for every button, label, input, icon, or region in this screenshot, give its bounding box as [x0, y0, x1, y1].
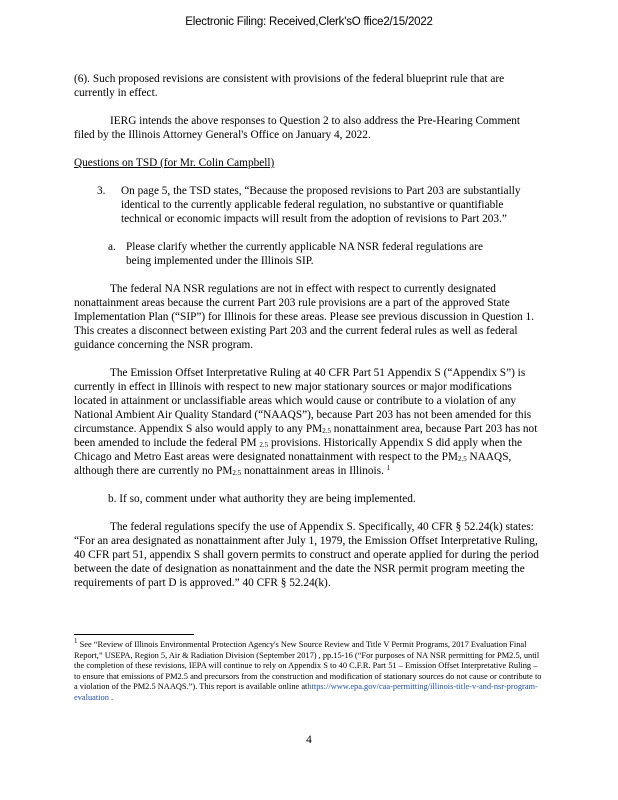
footnote-text: See “Review of Illinois Environmental Protection Agency's New Source Review and Title V Permit Programs, 2017 Evaluation Final Report,” USEPA, Region 5, Air & Radiation Division (September 2017) , pp.15-16 (“For purposes of NA NSR permitting for PM2.5, until the completion of these revisions, IEPA will continue to rely on Appendix S to 40 C.F.R. Part 51 – Emission Offset Interpretative Ruling – to ensure that emissions of PM2.5 and precursors from the construction and modification of stationary sources do not cause or contribute to a violation of the PM2.5 NAAQS.”). This report is available online at	[74, 640, 542, 692]
question-3-text: On page 5, the TSD states, “Because the proposed revisions to Part 203 are substantially identical to the currently applicable federal regulation, no substantive or quantifiable technical or economic impacts will result from the adoption of revisions to Part 203.”	[121, 185, 521, 225]
section-heading	[74, 156, 540, 170]
footnote-link[interactable]: https://www.epa.gov/caa-permitting/illinois-title-v-and-nsr-program-evaluation	[74, 682, 538, 702]
document-body	[74, 72, 540, 604]
answer-2-part-3: provisions. Historically Appendix S did apply when the Chicago and Metro East areas were designated nonattainment with respect to the PM	[74, 437, 522, 463]
footnote-mark: 1	[74, 637, 78, 645]
answer-2-part-4: NAAQS, although there are currently no PM	[74, 451, 512, 477]
filing-header: Electronic Filing: Received,Clerk'sO ffice2/15/2022	[185, 16, 433, 28]
answer-2-part-5: nonattainment areas in Illinois.	[241, 465, 387, 477]
question-3	[74, 184, 540, 226]
paragraph-ierg-intent: IERG intends the above responses to Question 2 to also address the Pre-Hearing Comment filed by the Illinois Attorney General's Office on January 4, 2022.	[74, 115, 521, 141]
page-number: 4	[306, 734, 312, 746]
question-3-number: 3.	[97, 185, 106, 197]
footnote-1	[74, 637, 544, 704]
answer-2-part-1: The Emission Offset Interpretative Ruling at 40 CFR Part 51 Appendix S (“Appendix S”) is currently in effect in Illinois with respect to new major stationary sources or major modifications located in attainment or unclassifiable areas which would cause or contribute to a violation of any National Ambient Air Quality Standard (“NAAQS”), because Part 203 has not been amended for this circumstance. Appendix S also would apply to any PM	[74, 367, 532, 435]
section-heading-text: Questions on TSD (for Mr. Colin Campbell)	[74, 157, 275, 169]
answer-paragraph-3: The federal regulations specify the use of Appendix S. Specifically, 40 CFR § 52.24(k) states: “For an area designated as nonattainment after July 1, 1979, the Emission Offset Interpretative Ruling, 40 CFR part 51, appendix S shall govern permits to construct and operate applied for during the period between the date of designation as nonattainment and the date the NSR permit program meeting the requirements of part D is approved.” 40 CFR § 52.24(k).	[74, 521, 539, 589]
footnote-end: .	[108, 692, 114, 702]
answer-paragraph-1: The federal NA NSR regulations are not in effect with respect to currently designated nonattainment areas because the current Part 203 rule provisions are a part of the approved State Implementation Plan (“SIP”) for Illinois for these areas. Please see previous discussion in Question 1. This creates a disconnect between existing Part 203 and the current federal rules as well as federal guidance concerning the NSR program.	[74, 283, 534, 351]
subscript-2-5: 2.5	[232, 469, 242, 477]
footnote-reference[interactable]: 1	[386, 464, 391, 472]
subscript-2-5: 2.5	[457, 455, 467, 463]
question-3a-text: Please clarify whether the currently applicable NA NSR federal regulations are being implemented under the Illinois SIP.	[126, 241, 483, 267]
footnote-divider	[74, 634, 194, 635]
answer-paragraph-2	[74, 366, 540, 478]
answer-2-part-2: nonattainment area, because Part 203 has not been amended to include the federal PM	[74, 423, 538, 449]
question-3a-label: a.	[108, 241, 116, 253]
paragraph-continuation: (6). Such proposed revisions are consistent with provisions of the federal blueprint rule that are currently in effect.	[74, 73, 505, 99]
question-3b: b. If so, comment under what authority they are being implemented.	[108, 493, 416, 505]
subscript-2-5: 2.5	[259, 441, 269, 449]
question-3a	[74, 240, 540, 268]
subscript-2-5: 2.5	[322, 427, 331, 435]
